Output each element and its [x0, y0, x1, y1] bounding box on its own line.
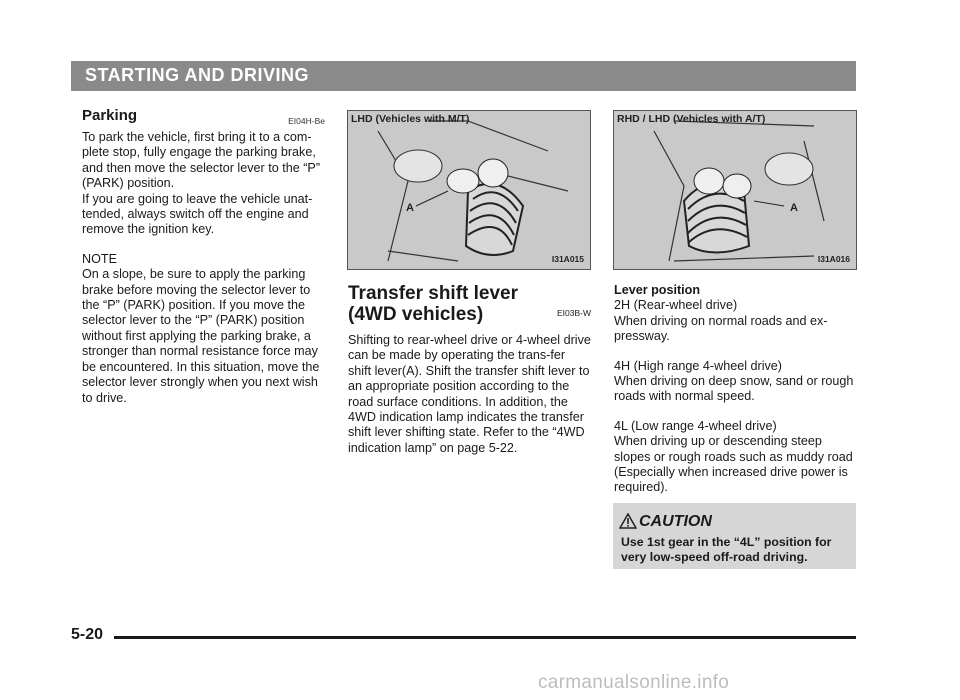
transfer-heading-line1: Transfer shift lever — [348, 283, 519, 304]
figure-rhd-lhd-at — [613, 110, 857, 270]
caution-box — [613, 503, 856, 569]
position-4h-desc: When driving on deep snow, sand or rough roads with normal speed. — [614, 374, 854, 404]
position-2h-name: 2H (Rear-wheel drive) — [614, 298, 738, 313]
figure-lhd-mt — [347, 110, 591, 270]
position-4l-name: 4L (Low range 4-wheel drive) — [614, 418, 777, 433]
section-header-bar — [71, 61, 856, 91]
parking-section — [82, 108, 325, 406]
figure-2-marker: A — [790, 202, 798, 214]
transfer-heading-line2: (4WD vehicles) — [348, 304, 484, 325]
warning-triangle-icon — [619, 513, 637, 529]
transfer-body: Shifting to rear-wheel drive or 4-wheel drive can be made by operating the trans-fer shift lever(A). Shift the transfer shift lever to an appropriate position according to the road surface conditions. In addition, the 4WD indication lamp indicates the transfer shift lever shifting state. Refer to the “4WD indication lamp” on page 5-22. — [348, 333, 591, 455]
figure-2-code: I31A016 — [817, 254, 850, 264]
caution-text: Use 1st gear in the “4L” position for very low-speed off-road driving. — [621, 535, 832, 564]
transfer-code: EI03B-W — [556, 307, 591, 318]
transfer-section — [348, 283, 591, 456]
caution-title: CAUTION — [639, 513, 712, 530]
position-2h-desc: When driving on normal roads and ex-pressway. — [614, 313, 828, 344]
figure-1-marker: A — [406, 202, 414, 214]
figure-2-label: RHD / LHD (Vehicles with A/T) — [617, 113, 766, 125]
parking-code: EI04H-Be — [288, 116, 325, 126]
page-number: 5-20 — [71, 626, 104, 643]
position-4h-name: 4H (High range 4-wheel drive) — [614, 358, 782, 373]
watermark-text: carmanualsonline.info — [538, 672, 730, 693]
parking-heading: Parking — [82, 107, 138, 124]
parking-paragraph-2: If you are going to leave the vehicle unat-tended, always switch off the engine and remove the ignition key. — [82, 191, 313, 237]
figure-1-label: LHD (Vehicles with M/T) — [351, 113, 470, 125]
transfer-lever-illustration-icon — [614, 111, 856, 269]
note-text: On a slope, be sure to apply the parking brake before moving the selector lever to the “P” (PARK) position. If you move the selector lever to the “P” (PARK) position without first applying the parking brake, a stronger than normal resistance force may be encountered. In this situation, move the selector lever strongly when you next wish to drive. — [82, 267, 320, 405]
figure-1-code: I31A015 — [551, 254, 584, 264]
shift-lever-illustration-icon — [348, 111, 590, 269]
position-4l-desc: When driving up or descending steep slopes or rough roads such as muddy road (Especially when increased drive power is required). — [614, 434, 853, 495]
lever-position-section — [614, 283, 857, 496]
section-title: STARTING AND DRIVING — [85, 65, 309, 85]
lever-position-heading: Lever position — [614, 283, 701, 297]
parking-paragraph-1: To park the vehicle, first bring it to a com-plete stop, fully engage the parking brake, and then move the selector lever to the “P” (PARK) position. — [82, 130, 321, 191]
footer-rule — [114, 636, 856, 639]
note-label: NOTE — [82, 251, 117, 266]
